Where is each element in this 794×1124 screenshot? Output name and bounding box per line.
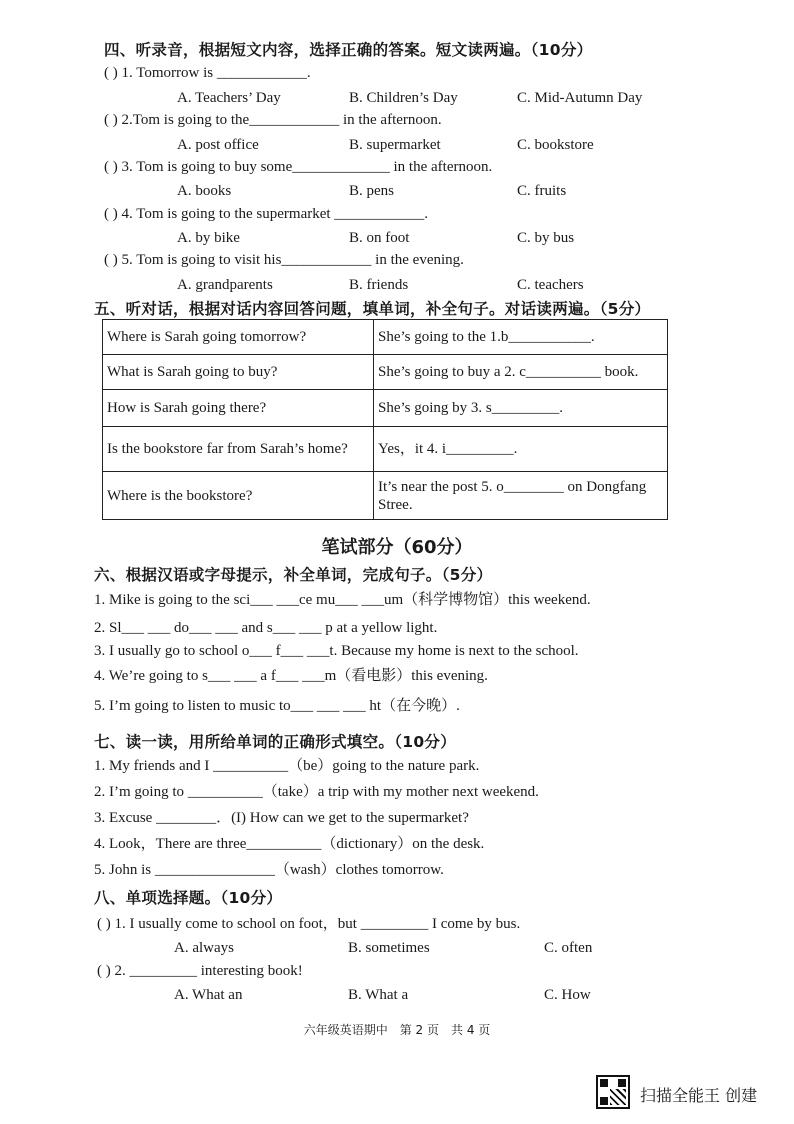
s8-q1-option-b: B. sometimes: [348, 940, 430, 956]
s6-line-3: 3. I usually go to school o___ f___ ___t. Because my home is next to the school.: [94, 643, 579, 659]
s4-q5-option-c: C. teachers: [517, 277, 584, 293]
s4-q4-stem: ( ) 4. Tom is going to the supermarket ____________.: [104, 206, 429, 222]
s7-line-3: 3. Excuse ________．(I) How can we get to the supermarket?: [94, 810, 469, 826]
s8-q2-option-b: B. What a: [348, 987, 409, 1003]
s4-q3-stem: ( ) 3. Tom is going to buy some_____________ in the afternoon.: [104, 159, 493, 175]
s8-q1-option-a: A. always: [174, 940, 234, 956]
section-8-heading: 八、单项选择题。（10分）: [94, 889, 283, 907]
s8-q2-option-c: C. How: [544, 987, 591, 1003]
scanner-watermark-label: 扫描全能王 创建: [640, 1086, 758, 1105]
table-row: [103, 320, 668, 355]
table-question: What is Sarah going to buy?: [103, 355, 374, 390]
s4-q5-option-b: B. friends: [349, 277, 409, 293]
table-row: [103, 472, 668, 520]
table-answer: She’s going by 3. s_________.: [374, 390, 668, 427]
s7-line-4: 4. Look，There are three__________（dictionary）on the desk.: [94, 836, 485, 852]
s4-q3-option-a: A. books: [177, 183, 232, 199]
s4-q1-option-b: B. Children’s Day: [349, 90, 458, 106]
s4-q5-stem: ( ) 5. Tom is going to visit his____________ in the evening.: [104, 252, 464, 268]
s7-line-5: 5. John is ________________（wash）clothes tomorrow.: [94, 862, 444, 878]
s4-q4-option-a: A. by bike: [177, 230, 240, 246]
s4-q2-option-c: C. bookstore: [517, 137, 594, 153]
s7-line-1: 1. My friends and I __________（be）going to the nature park.: [94, 758, 480, 774]
s6-line-1: 1. Mike is going to the sci___ ___ce mu___ ___um（科学博物馆）this weekend.: [94, 592, 591, 608]
s6-line-5: 5. I’m going to listen to music to___ ___ ___ ht（在今晚）.: [94, 698, 460, 714]
table-answer: It’s near the post 5. o________ on Dongfang Stree.: [374, 472, 668, 520]
s4-q1-option-a: A. Teachers’ Day: [177, 90, 281, 106]
table-question: How is Sarah going there?: [103, 390, 374, 427]
written-part-title: 笔试部分（60分）: [321, 537, 473, 558]
s8-q2-stem: ( ) 2. _________ interesting book!: [97, 963, 303, 979]
section-7-heading: 七、读一读，用所给单词的正确形式填空。（10分）: [94, 733, 457, 751]
s4-q2-stem: ( ) 2.Tom is going to the____________ in the afternoon.: [104, 112, 442, 128]
table-row: [103, 427, 668, 472]
s6-line-2: 2. Sl___ ___ do___ ___ and s___ ___ p at a yellow light.: [94, 620, 438, 636]
section-4-heading: 四、听录音，根据短文内容，选择正确的答案。短文读两遍。（10分）: [104, 41, 593, 59]
s4-q3-option-c: C. fruits: [517, 183, 567, 199]
table-answer: She’s going to the 1.b___________.: [374, 320, 668, 355]
s4-q2-option-b: B. supermarket: [349, 137, 441, 153]
table-answer: Yes，it 4. i_________.: [374, 427, 668, 472]
s4-q4-option-c: C. by bus: [517, 230, 575, 246]
dialogue-answer-table: [102, 319, 668, 520]
s6-line-4: 4. We’re going to s___ ___ a f___ ___m（看电影）this evening.: [94, 668, 488, 684]
s7-line-2: 2. I’m going to __________（take）a trip with my mother next weekend.: [94, 784, 539, 800]
s4-q5-option-a: A. grandparents: [177, 277, 273, 293]
table-row: [103, 390, 668, 427]
s4-q2-option-a: A. post office: [177, 137, 259, 153]
s8-q2-option-a: A. What an: [174, 987, 243, 1003]
qr-code-icon: [596, 1075, 630, 1109]
table-question: Is the bookstore far from Sarah’s home?: [103, 427, 374, 472]
s4-q1-option-c: C. Mid-Autumn Day: [517, 90, 643, 106]
table-answer: She’s going to buy a 2. c__________ book.: [374, 355, 668, 390]
s4-q4-option-b: B. on foot: [349, 230, 410, 246]
page-footer: 六年级英语期中 第 2 页 共 4 页: [303, 1023, 491, 1037]
section-6-heading: 六、根据汉语或字母提示，补全单词，完成句子。（5分）: [94, 566, 493, 584]
table-row: [103, 355, 668, 390]
s8-q1-option-c: C. often: [544, 940, 593, 956]
table-question: Where is Sarah going tomorrow?: [103, 320, 374, 355]
s4-q3-option-b: B. pens: [349, 183, 394, 199]
section-5-heading: 五、听对话，根据对话内容回答问题，填单词，补全句子。对话读两遍。（5分）: [94, 300, 651, 318]
s8-q1-stem: ( ) 1. I usually come to school on foot，but _________ I come by bus.: [97, 916, 521, 932]
s4-q1-stem: ( ) 1. Tomorrow is ____________.: [104, 65, 311, 81]
table-question: Where is the bookstore?: [103, 472, 374, 520]
